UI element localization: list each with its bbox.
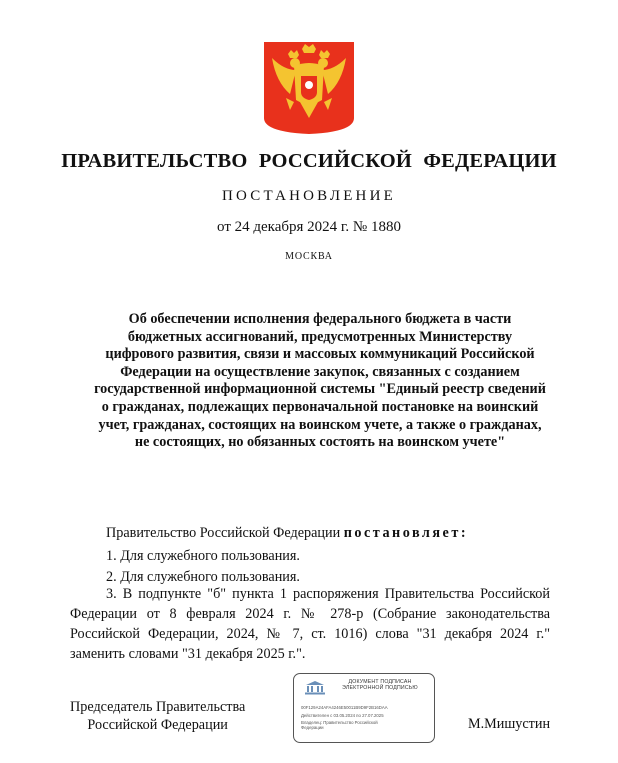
item-2: 2. Для служебного пользования. (106, 569, 300, 585)
item-3 (70, 584, 550, 664)
subject-line: государственной информационной системы "Единый реестр сведений (94, 381, 546, 398)
preamble-text: Правительство Российской Федерации (106, 525, 341, 541)
subject-line: бюджетных ассигнований, предусмотренных Министерству (127, 328, 513, 345)
stamp-owner-line: Федерации (301, 725, 324, 731)
document-date-number: от 24 декабря 2024 г. № 1880 (217, 219, 401, 235)
stamp-certificate: 00F129A24AFA4246E50011B9D9F2B16DAA (301, 705, 388, 710)
preamble-verb: постановляет: (343, 525, 469, 541)
electronic-signature-stamp (293, 673, 435, 743)
subject-line: цифрового развития, связи и массовых коммуникаций Российской (105, 346, 535, 363)
subject-line: о гражданах, подлежащих первоначальной постановке на воинский (101, 398, 539, 415)
item-1: 1. Для служебного пользования. (106, 548, 300, 564)
signatory-role-line: Председатель Правительства (70, 699, 246, 715)
document-subject (80, 311, 560, 452)
stamp-owner-line: Владелец: Правительство Российской (301, 720, 378, 725)
stamp-validity: Действителен с 03.05.2024 по 27.07.2025 (301, 713, 384, 718)
subject-line: Федерации на осуществление закупок, связанных с созданием (120, 363, 520, 380)
signatory-role-line: Российской Федерации (87, 717, 228, 733)
preamble (106, 523, 468, 543)
stamp-title-line: ЭЛЕКТРОННОЙ ПОДПИСЬЮ (342, 685, 418, 692)
subject-line: учет, гражданах, состоящих на воинском учете, а также о гражданах, (98, 416, 542, 433)
government-title: ПРАВИТЕЛЬСТВО РОССИЙСКОЙ ФЕДЕРАЦИИ (61, 150, 557, 172)
document-type: ПОСТАНОВЛЕНИЕ (222, 188, 396, 204)
stamp-title (330, 679, 430, 692)
government-building-icon (303, 680, 327, 695)
subject-line: Об обеспечении исполнения федерального бюджета в части (128, 311, 512, 327)
item-3-text: 3. В подпункте "б" пункта 1 распоряжения Правительства Российской Федерации от 8 февраля 2024 г. № 278-р (Собрание законодательства Российской Федерации, 2024, № 7, ст. 1016) слова "31 декабря 2024 г." заменить словами "31 декабря 2025 г.". (70, 586, 550, 662)
stamp-title-line: ДОКУМЕНТ ПОДПИСАН (348, 679, 412, 685)
signatory-name: М.Мишустин (468, 716, 551, 732)
document-city: МОСКВА (285, 251, 333, 262)
russian-coat-of-arms-icon (262, 40, 356, 135)
stamp-owner (301, 720, 411, 731)
signatory-role (70, 698, 245, 734)
subject-line: не состоящих, но обязанных состоять на воинском учете" (134, 434, 506, 451)
